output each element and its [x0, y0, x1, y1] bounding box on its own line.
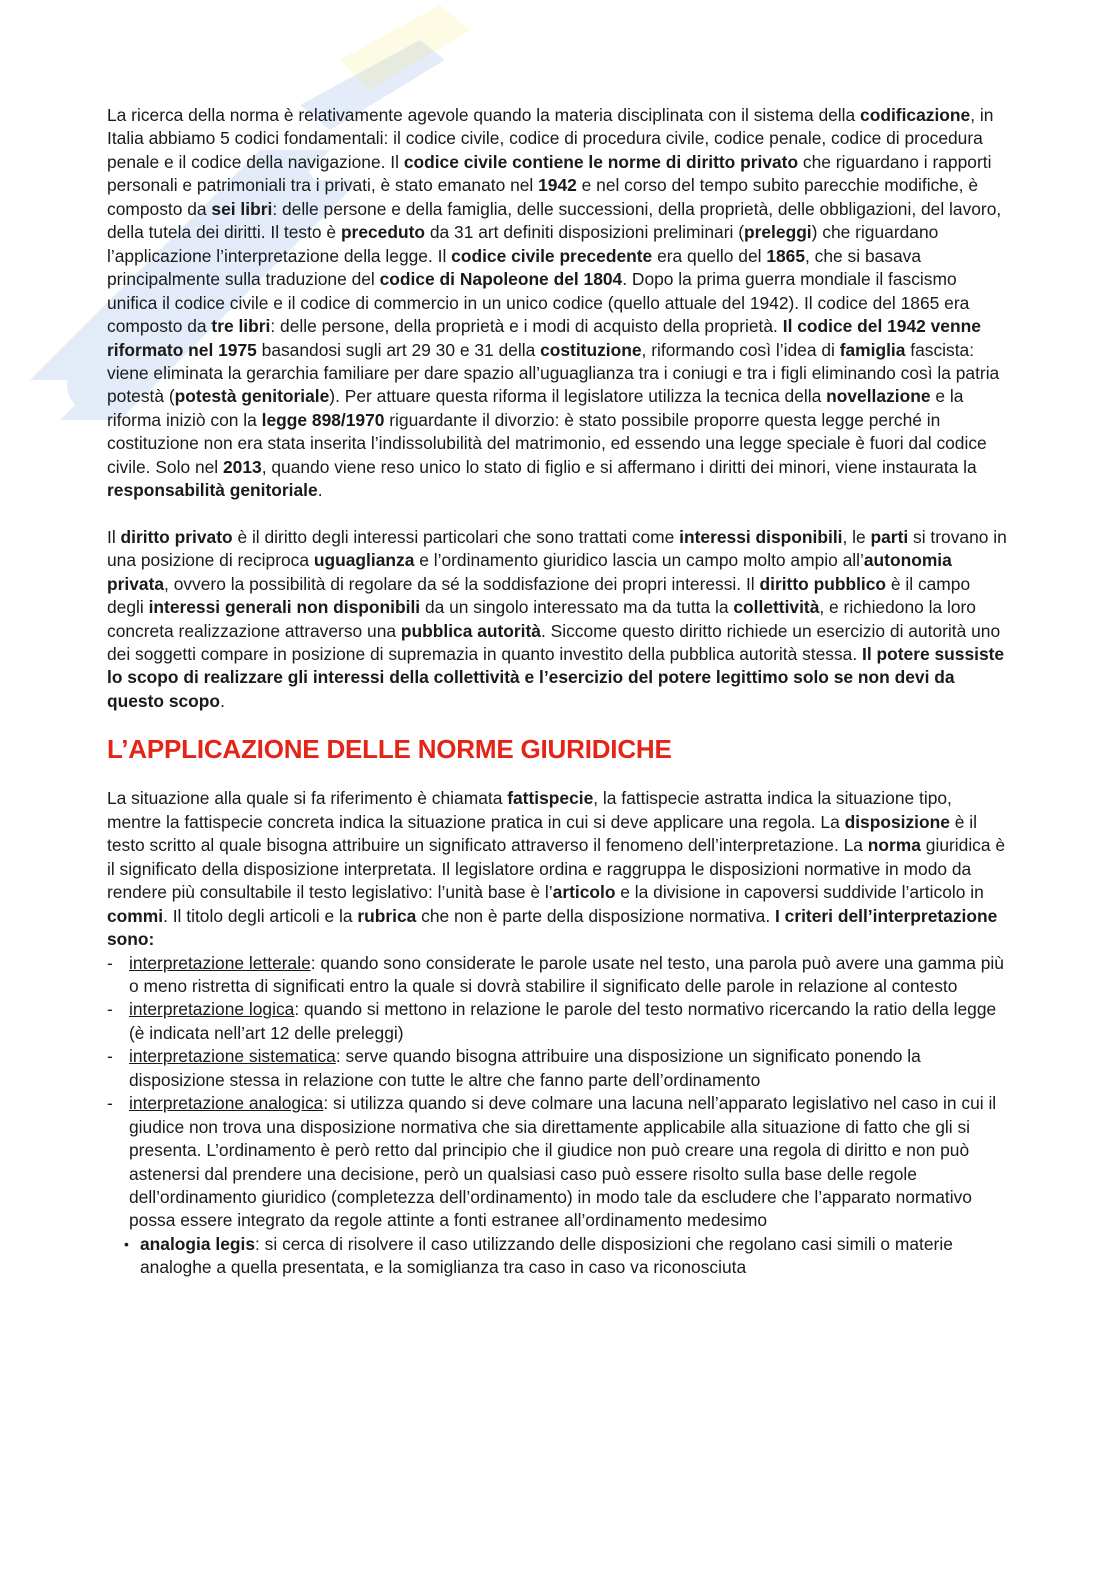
bold-term: commi [107, 905, 164, 926]
list-item [107, 1092, 1007, 1233]
text-run: . Il titolo degli articoli e la [163, 905, 358, 926]
text-run: da 31 art definiti disposizioni preliminari ( [425, 222, 744, 243]
bold-term: autonomia privata [107, 550, 952, 594]
list-item [107, 1233, 1007, 1280]
criterion-text: : quando si mettono in relazione le parole del testo normativo ricercando la ratio della legge (è indicata nell’art 12 delle preleggi) [129, 999, 997, 1043]
text-run: che non è parte della disposizione normativa. [416, 905, 775, 926]
paragraph-fattispecie [107, 787, 1007, 951]
text-run: . Dopo la prima guerra mondiale il fascismo unifica il codice civile e il codice di commercio in un unico codice (quello attuale del 1942). Il codice del 1865 era composto da [107, 269, 970, 337]
document-page [107, 104, 1007, 1280]
bold-term: articolo [552, 882, 616, 903]
text-run: Il [107, 526, 121, 547]
text-run: : delle persone, della proprietà e i modi di acquisto della proprietà. [270, 316, 783, 337]
bold-term: Il potere sussiste lo scopo di realizzare gli interessi della collettività e l’esercizio del potere legittimo solo se non devi da questo scopo [107, 643, 1005, 711]
text-run: e l’ordinamento giuridico lascia un campo molto ampio all’ [414, 550, 864, 571]
text-run: , riformando così l’idea di [641, 339, 840, 360]
paragraph-codificazione [107, 104, 1007, 503]
paragraph-diritto-privato-pubblico [107, 526, 1007, 714]
bold-term: pubblica autorità [400, 620, 541, 641]
paragraph-spacer [107, 503, 1007, 526]
bold-term: potestà genitoriale [174, 386, 330, 407]
text-run: , ovvero la possibilità di regolare da sé la soddisfazione dei propri interessi. Il [164, 573, 760, 594]
bold-term: responsabilità genitoriale [107, 480, 318, 501]
section-heading: L’APPLICAZIONE DELLE NORME GIURIDICHE [107, 734, 672, 765]
bold-term: sei libri [211, 198, 273, 219]
bold-term: legge 898/1970 [261, 409, 385, 430]
text-run: : delle persone e della famiglia, delle successioni, della proprietà, delle obbligazioni, del lavoro, della tutela dei diritti. Il testo è [107, 198, 1002, 243]
bold-term: codice di Napoleone del 1804 [379, 269, 623, 290]
text-run: si trovano in una posizione di reciproca [107, 526, 1007, 571]
bold-term: costituzione [540, 339, 642, 360]
text-run: che riguardano i rapporti personali e patrimoniali tra i privati, è stato emanato nel [107, 151, 992, 196]
text-run: , quando viene reso unico lo stato di figlio e si affermano i diritti dei minori, viene instaurata la [261, 456, 977, 477]
text-run: è il testo scritto al quale bisogna attribuire un significato attraverso il fenomeno dell’interpretazione. La [107, 811, 977, 856]
bold-term: diritto privato [120, 526, 233, 547]
text-run: riguardante il divorzio: è stato possibile proporre questa legge perché in costituzione non era stata inserita l’indissolubilità del matrimonio, ed essendo una legge speciale è fuori dal codice civile. Solo nel [107, 409, 987, 477]
bold-term: codificazione [860, 105, 971, 125]
text-run: basandosi sugli art 29 30 e 31 della [256, 339, 541, 360]
text-run: , la fattispecie astratta indica la situazione tipo, mentre la fattispecie concreta indica la situazione pratica in cui si deve applicare una regola. La [107, 788, 952, 832]
criterion-term: interpretazione letterale [129, 952, 311, 973]
bold-term: famiglia [839, 339, 906, 360]
list-item [107, 998, 1007, 1045]
bold-term: rubrica [357, 905, 417, 926]
subcriterion-text: : si cerca di risolvere il caso utilizzando delle disposizioni che regolano casi simili o materie analoghe a quella presentata, e la somiglianza tra caso in caso va riconosciuta [140, 1233, 953, 1278]
text-run: è il diritto degli interessi particolari che sono trattati come [232, 526, 680, 547]
text-run: , in Italia abbiamo 5 codici fondamentali: il codice civile, codice di procedura civile, codice penale, codice di procedura penale e il codice della navigazione. Il [107, 105, 994, 172]
text-run: , le [842, 526, 871, 547]
text-run: La ricerca della norma è relativamente agevole quando la materia disciplinata con il sistema della [107, 105, 861, 125]
bold-term: interessi generali non disponibili [148, 597, 421, 618]
bold-term: 1865 [766, 245, 806, 266]
bold-term: preceduto [340, 222, 426, 243]
list-item [107, 1045, 1007, 1092]
criteria-list [107, 952, 1007, 1233]
text-run: ). Per attuare questa riforma il legislatore utilizza la tecnica della [329, 386, 827, 407]
criterion-term: interpretazione sistematica [129, 1046, 336, 1067]
subcriteria-list [107, 1233, 1007, 1280]
bold-term: fattispecie [507, 788, 594, 809]
bold-term: tre libri [211, 316, 271, 337]
bold-term: 2013 [223, 456, 262, 477]
bold-term: codice civile contiene le norme di diritto privato [403, 151, 799, 172]
bold-term: diritto pubblico [759, 573, 887, 594]
text-run: , che si basava principalmente sulla traduzione del [107, 245, 922, 290]
text-run: , e richiedono la loro concreta realizzazione attraverso una [107, 597, 976, 641]
bold-term: 1942 [538, 175, 577, 196]
bold-term: interessi disponibili [679, 526, 843, 547]
text-run: e la riforma iniziò con la [107, 386, 964, 430]
subcriterion-term: analogia legis [140, 1233, 256, 1254]
text-run: e la divisione in capoversi suddivide l’articolo in [615, 882, 984, 903]
list-item [107, 952, 1007, 999]
criterion-text: : quando sono considerate le parole usate nel testo, una parola può avere una gamma più o meno ristretta di significati entro la quale si dovrà stabilire il significato delle parole in relazione al contesto [129, 952, 1004, 996]
bold-term: disposizione [844, 811, 950, 832]
bold-term: Il codice del 1942 venne riformato nel 1975 [107, 316, 981, 360]
criterion-text: : serve quando bisogna attribuire una disposizione un significato ponendo la disposizione stessa in relazione con tutte le altre che fanno parte dell’ordinamento [129, 1046, 921, 1090]
criterion-term: interpretazione logica [129, 999, 295, 1020]
text-run: . [220, 690, 225, 711]
text-run: da un singolo interessato ma da tutta la [420, 597, 734, 618]
bold-term: norma [867, 835, 921, 856]
text-run: era quello del [652, 245, 767, 266]
bold-term: parti [870, 526, 909, 547]
text-run: giuridica è il significato della disposizione interpretata. Il legislatore ordina e raggruppa le disposizioni normative in modo da rendere più consultabile il testo legislativo: l’unità base è l’ [107, 835, 1006, 903]
criterion-text: : si utilizza quando si deve colmare una lacuna nell’apparato legislativo nel caso in cui il giudice non trova una disposizione normativa che sia direttamente applicabile alla situazione di fatto che gli si presenta. L’ordinamento è però retto dal principio che il giudice non può creare una regola di diritto e non può astenersi dal prendere una decisione, però un qualsiasi caso può essere risolto sulla base delle regole dell’ordinamento giuridico (completezza dell’ordinamento) in modo tale da escludere che l’apparato normativo possa essere integrato da regole attinte a fonti estranee all’ordinamento medesimo [129, 1093, 997, 1231]
text-run: e nel corso del tempo subito parecchie modifiche, è composto da [107, 175, 978, 219]
text-run: . Siccome questo diritto richiede un esercizio di autorità uno dei soggetti compare in posizione di supremazia in quanto investito della pubblica autorità stessa. [107, 620, 1001, 664]
bold-term: novellazione [826, 386, 931, 407]
criterion-term: interpretazione analogica [129, 1093, 324, 1114]
bold-term: preleggi [744, 222, 812, 243]
bold-term: codice civile precedente [451, 245, 653, 266]
bold-term: uguaglianza [313, 550, 415, 571]
text-run: . [317, 480, 323, 501]
bold-term: I criteri dell’interpretazione sono: [107, 905, 998, 950]
text-run: fascista: viene eliminata la gerarchia familiare per dare spazio all’uguaglianza tra i coniugi e tra i figli eliminando così la patria potestà ( [107, 339, 1000, 407]
text-run: è il campo degli [107, 573, 971, 618]
text-run: La situazione alla quale si fa riferimento è chiamata [107, 788, 508, 809]
text-run: ) che riguardano l’applicazione l’interpretazione della legge. Il [107, 222, 939, 266]
bold-term: collettività [733, 597, 820, 618]
